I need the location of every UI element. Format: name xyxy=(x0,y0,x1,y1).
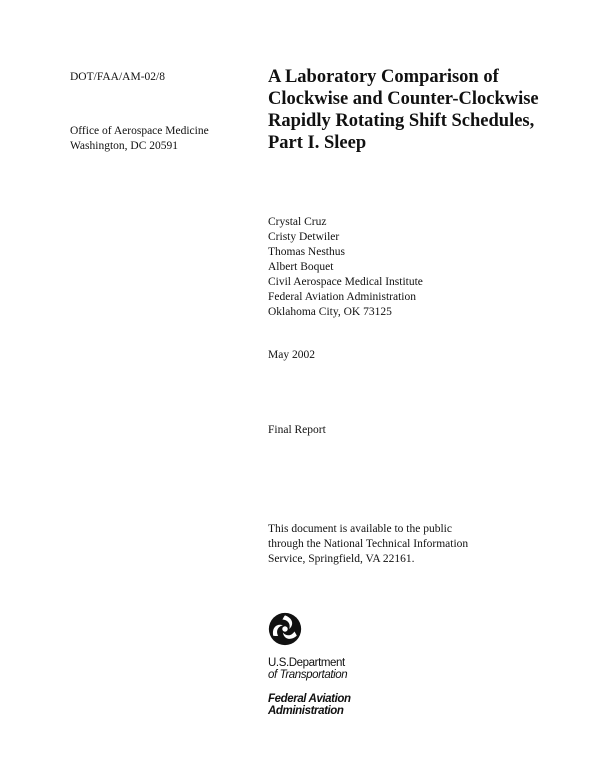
availability-statement xyxy=(268,522,468,567)
faa-wordmark xyxy=(268,693,351,717)
report-type: Final Report xyxy=(268,424,326,436)
title-line: Clockwise and Counter-Clockwise xyxy=(268,89,539,109)
office-name: Office of Aerospace Medicine xyxy=(70,125,209,137)
dot-triskelion-icon xyxy=(268,612,302,646)
title-line: A Laboratory Comparison of xyxy=(268,67,499,87)
author-name: Thomas Nesthus xyxy=(268,246,345,258)
report-title xyxy=(268,66,568,154)
title-line: Rapidly Rotating Shift Schedules, xyxy=(268,111,535,131)
title-line: Part I. Sleep xyxy=(268,133,367,153)
dot-logo-block xyxy=(268,612,351,717)
author-name: Cristy Detwiler xyxy=(268,231,340,243)
report-number: DOT/FAA/AM-02/8 xyxy=(70,71,165,83)
dot-wordmark-line2: of Transportation xyxy=(268,669,348,681)
institution-agency: Federal Aviation Administration xyxy=(268,291,416,303)
report-date: May 2002 xyxy=(268,349,315,361)
institution-location: Oklahoma City, OK 73125 xyxy=(268,306,392,318)
author-name: Crystal Cruz xyxy=(268,216,327,228)
office-block xyxy=(70,124,209,154)
dot-wordmark-line1: U.S.Department xyxy=(268,657,345,669)
faa-wordmark-line2: Administration xyxy=(268,705,344,717)
author-name: Albert Boquet xyxy=(268,261,334,273)
office-location: Washington, DC 20591 xyxy=(70,140,179,152)
availability-line: through the National Technical Information xyxy=(268,538,469,550)
availability-line: This document is available to the public xyxy=(268,523,452,535)
faa-wordmark-line1: Federal Aviation xyxy=(268,693,351,705)
availability-line: Service, Springfield, VA 22161. xyxy=(268,553,415,565)
authors-block xyxy=(268,215,423,320)
dot-wordmark xyxy=(268,657,351,681)
institution-name: Civil Aerospace Medical Institute xyxy=(268,276,423,288)
